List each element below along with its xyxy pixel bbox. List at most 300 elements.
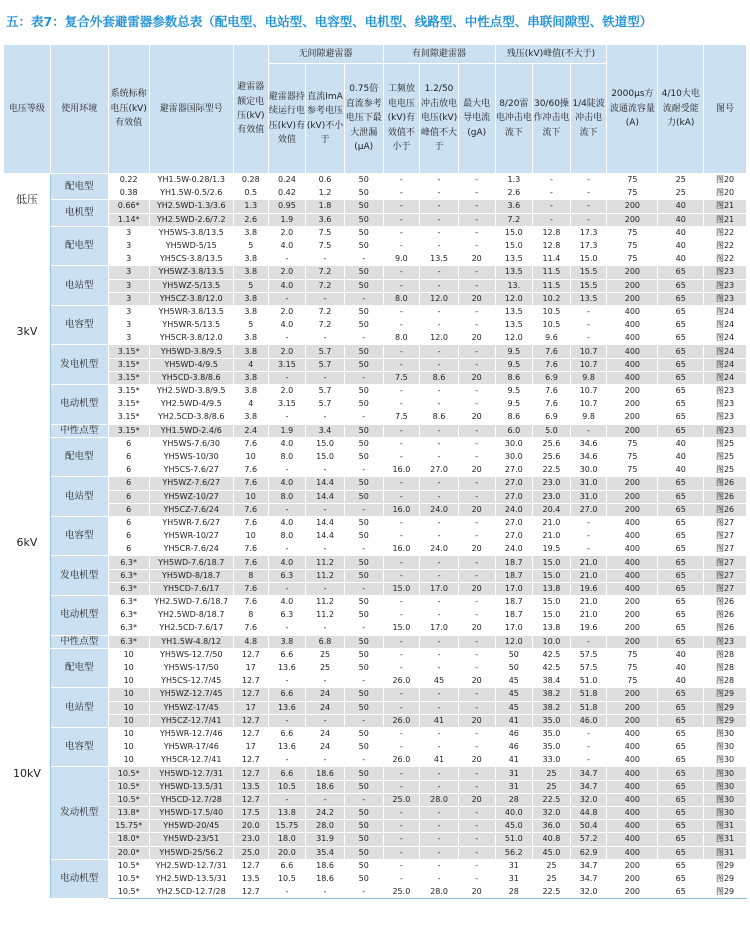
data-cell: 12.7 <box>233 688 268 701</box>
data-cell: 图26 <box>704 596 747 609</box>
data-cell: YH5WD-25/56.2 <box>149 846 233 859</box>
data-cell: 27.0 <box>495 516 533 529</box>
data-cell: 22.5 <box>533 886 571 899</box>
data-cell: 65 <box>658 820 704 833</box>
data-cell: - <box>306 714 345 727</box>
environment-cell: 电站型 <box>50 688 108 728</box>
data-cell: 65 <box>658 345 704 358</box>
data-cell: - <box>268 371 306 384</box>
table-row <box>4 688 747 701</box>
data-cell: 15.0 <box>306 450 345 463</box>
data-cell: 17.3 <box>570 239 607 252</box>
data-cell: 12.7 <box>233 648 268 661</box>
data-cell: 10 <box>233 490 268 503</box>
data-cell: 40 <box>658 450 704 463</box>
data-cell: 图22 <box>704 253 747 266</box>
data-cell: 400 <box>607 754 658 767</box>
data-cell: - <box>268 332 306 345</box>
data-cell: 200 <box>607 622 658 635</box>
data-cell: - <box>458 846 495 859</box>
data-cell: - <box>420 358 459 371</box>
data-cell: 36.0 <box>533 820 571 833</box>
data-cell: 1.14* <box>108 213 149 226</box>
data-cell: 65 <box>658 714 704 727</box>
data-cell: YH5WR-3.8/13.5 <box>149 305 233 318</box>
data-cell: 45 <box>495 701 533 714</box>
data-cell: 50 <box>344 213 383 226</box>
data-cell: 图20 <box>704 174 747 187</box>
data-cell: 8.0 <box>268 490 306 503</box>
data-cell: 400 <box>607 358 658 371</box>
table-row <box>4 450 747 463</box>
data-cell: 1.3 <box>495 174 533 187</box>
data-cell: 3.15* <box>108 358 149 371</box>
data-cell: 11.2 <box>306 556 345 569</box>
environment-cell: 发电机型 <box>50 345 108 385</box>
data-cell: 7.6 <box>233 464 268 477</box>
data-cell: 31 <box>495 859 533 872</box>
data-cell: 13. <box>495 279 533 292</box>
data-cell: 28.0 <box>420 793 459 806</box>
data-cell: 10 <box>108 661 149 674</box>
data-cell: 图24 <box>704 305 747 318</box>
data-cell: - <box>383 556 420 569</box>
environment-cell: 电容型 <box>50 727 108 767</box>
data-cell: - <box>306 464 345 477</box>
data-cell: 14.4 <box>306 516 345 529</box>
data-cell: - <box>420 490 459 503</box>
data-cell: 3 <box>108 319 149 332</box>
data-cell: 20 <box>458 714 495 727</box>
data-cell: 400 <box>607 793 658 806</box>
data-cell: - <box>268 292 306 305</box>
data-cell: 35.0 <box>533 727 571 740</box>
data-cell: 65 <box>658 754 704 767</box>
data-cell: 图29 <box>704 886 747 899</box>
data-cell: 7.6 <box>233 503 268 516</box>
data-cell: 50 <box>344 569 383 582</box>
data-cell: - <box>306 543 345 556</box>
data-cell: 图30 <box>704 727 747 740</box>
data-cell: 3.6 <box>495 200 533 213</box>
data-cell: - <box>383 279 420 292</box>
data-cell: YH5WD-3.8/9.5 <box>149 345 233 358</box>
data-cell: 10 <box>108 648 149 661</box>
data-cell: 50 <box>344 872 383 885</box>
data-cell: 45 <box>420 675 459 688</box>
data-cell: 6 <box>108 530 149 543</box>
data-cell: 400 <box>607 727 658 740</box>
data-cell: - <box>383 319 420 332</box>
data-cell: 6.6 <box>268 859 306 872</box>
data-cell: 41 <box>420 754 459 767</box>
data-cell: 10 <box>108 727 149 740</box>
data-cell: 28.0 <box>420 886 459 899</box>
data-cell: 图24 <box>704 345 747 358</box>
data-cell: 40 <box>658 226 704 239</box>
data-cell: YH2.5WD-2.6/7.2 <box>149 213 233 226</box>
data-cell: - <box>344 543 383 556</box>
data-cell: 6.6 <box>268 688 306 701</box>
data-cell: YH5CZ-12.7/41 <box>149 714 233 727</box>
data-cell: 18.6 <box>306 872 345 885</box>
table-row <box>4 833 747 846</box>
data-cell: 28 <box>495 793 533 806</box>
data-cell: 4.0 <box>268 516 306 529</box>
data-cell: - <box>344 411 383 424</box>
data-cell: 15.0 <box>306 437 345 450</box>
data-cell: - <box>383 648 420 661</box>
data-cell: - <box>458 345 495 358</box>
data-cell: - <box>383 266 420 279</box>
data-cell: - <box>458 596 495 609</box>
data-cell: - <box>383 741 420 754</box>
data-cell: 400 <box>607 332 658 345</box>
data-cell: - <box>420 530 459 543</box>
data-cell: 65 <box>658 279 704 292</box>
data-cell: 6.9 <box>533 411 571 424</box>
data-cell: YH5WS-7.6/30 <box>149 437 233 450</box>
data-cell: 200 <box>607 872 658 885</box>
data-cell: 25.0 <box>383 886 420 899</box>
table-row <box>4 305 747 318</box>
data-cell: 40.0 <box>495 807 533 820</box>
data-cell: 65 <box>658 793 704 806</box>
data-cell: 65 <box>658 727 704 740</box>
data-cell: - <box>533 200 571 213</box>
data-cell: 12.0 <box>420 332 459 345</box>
data-cell: 40 <box>658 253 704 266</box>
data-cell: 3.8 <box>233 266 268 279</box>
data-cell: 200 <box>607 398 658 411</box>
data-cell: 65 <box>658 411 704 424</box>
data-cell: 图30 <box>704 767 747 780</box>
data-cell: 0.22 <box>108 174 149 187</box>
data-cell: - <box>458 727 495 740</box>
data-cell: 65 <box>658 886 704 899</box>
data-cell: 24 <box>306 727 345 740</box>
data-cell: YH5WD-23/51 <box>149 833 233 846</box>
data-cell: 400 <box>607 371 658 384</box>
data-cell: YH5CD-12.7/28 <box>149 793 233 806</box>
data-cell: 图24 <box>704 332 747 345</box>
header-rated-voltage: 避雷器额定电压(kV)有效值 <box>233 45 268 174</box>
header-residual-group: 残压(kV)峰值(不大于) <box>495 45 607 64</box>
data-cell: 32.0 <box>570 886 607 899</box>
data-cell: 4 <box>233 398 268 411</box>
data-cell: 10 <box>233 450 268 463</box>
data-cell: 12.7 <box>233 714 268 727</box>
data-cell: 30.0 <box>495 437 533 450</box>
data-cell: 65 <box>658 477 704 490</box>
data-cell: 50 <box>344 530 383 543</box>
data-cell: 65 <box>658 767 704 780</box>
data-cell: - <box>306 371 345 384</box>
data-cell: - <box>458 450 495 463</box>
data-cell: 400 <box>607 543 658 556</box>
data-cell: 图31 <box>704 820 747 833</box>
data-cell: - <box>306 622 345 635</box>
data-cell: YH2.5WD-7.6/18.7 <box>149 596 233 609</box>
data-cell: 200 <box>607 490 658 503</box>
data-cell: YH5WD-20/45 <box>149 820 233 833</box>
data-cell: - <box>458 635 495 648</box>
data-cell: 24 <box>306 741 345 754</box>
data-cell: 10 <box>233 530 268 543</box>
data-cell: - <box>383 807 420 820</box>
data-cell: - <box>570 213 607 226</box>
data-cell: 8.0 <box>383 292 420 305</box>
data-cell: YH5WZ-12.7/45 <box>149 688 233 701</box>
data-cell: YH5CS-12.7/45 <box>149 675 233 688</box>
data-cell: 20 <box>458 754 495 767</box>
data-cell: - <box>383 780 420 793</box>
data-cell: - <box>344 371 383 384</box>
voltage-class-cell: 低压 <box>4 174 51 227</box>
data-cell: 4.8 <box>233 635 268 648</box>
data-cell: 15.0 <box>533 569 571 582</box>
data-cell: - <box>533 187 571 200</box>
data-cell: 11.4 <box>533 253 571 266</box>
data-cell: 3 <box>108 266 149 279</box>
data-cell: 图24 <box>704 319 747 332</box>
table-row <box>4 886 747 899</box>
data-cell: 18.7 <box>495 569 533 582</box>
data-cell: 13.6 <box>268 741 306 754</box>
data-cell: - <box>420 820 459 833</box>
data-cell: 2.0 <box>268 385 306 398</box>
voltage-class-cell: 10kV <box>4 648 51 899</box>
data-cell: 2.6 <box>233 213 268 226</box>
data-cell: 3.8 <box>268 635 306 648</box>
data-cell: 23.0 <box>533 490 571 503</box>
data-cell: 15.5 <box>570 279 607 292</box>
data-cell: 4.0 <box>268 279 306 292</box>
data-cell: 20 <box>458 411 495 424</box>
data-cell: 50 <box>344 319 383 332</box>
data-cell: 15.75 <box>268 820 306 833</box>
data-cell: 31.0 <box>570 477 607 490</box>
data-cell: 11.2 <box>306 609 345 622</box>
data-cell: 6.3 <box>268 609 306 622</box>
data-cell: 图23 <box>704 292 747 305</box>
data-cell: - <box>420 200 459 213</box>
data-cell: - <box>383 661 420 674</box>
data-cell: - <box>420 187 459 200</box>
data-cell: 46 <box>495 741 533 754</box>
data-cell: 12.7 <box>233 859 268 872</box>
data-cell: 图23 <box>704 411 747 424</box>
data-cell: 51.8 <box>570 688 607 701</box>
data-cell: 图31 <box>704 846 747 859</box>
data-cell: - <box>420 807 459 820</box>
data-cell: 3.8 <box>233 345 268 358</box>
data-cell: 4.0 <box>268 596 306 609</box>
data-cell: YH5WD-13.5/31 <box>149 780 233 793</box>
data-cell: 50 <box>344 345 383 358</box>
data-cell: - <box>344 714 383 727</box>
data-cell: 200 <box>607 859 658 872</box>
data-cell: 200 <box>607 596 658 609</box>
data-cell: 9.5 <box>495 358 533 371</box>
data-cell: 12.0 <box>495 635 533 648</box>
voltage-class-cell: 6kV <box>4 437 51 648</box>
data-cell: - <box>420 213 459 226</box>
data-cell: 5.7 <box>306 385 345 398</box>
data-cell: 16.0 <box>383 503 420 516</box>
data-cell: - <box>268 714 306 727</box>
data-cell: - <box>268 411 306 424</box>
data-cell: 41 <box>420 714 459 727</box>
table-row <box>4 411 747 424</box>
table-row <box>4 859 747 872</box>
data-cell: - <box>383 767 420 780</box>
data-cell: 200 <box>607 385 658 398</box>
table-row <box>4 253 747 266</box>
data-cell: - <box>383 200 420 213</box>
data-cell: 图24 <box>704 371 747 384</box>
data-cell: 14.4 <box>306 490 345 503</box>
data-cell: - <box>458 319 495 332</box>
environment-cell: 中性点型 <box>50 424 108 437</box>
data-cell: - <box>420 516 459 529</box>
data-cell: 15.0 <box>533 596 571 609</box>
data-cell: 6.3* <box>108 569 149 582</box>
data-cell: 20 <box>458 543 495 556</box>
data-cell: - <box>420 596 459 609</box>
data-cell: 400 <box>607 582 658 595</box>
data-cell: - <box>420 305 459 318</box>
data-cell: 200 <box>607 200 658 213</box>
data-cell: - <box>458 741 495 754</box>
table-row <box>4 398 747 411</box>
data-cell: - <box>458 530 495 543</box>
data-cell: 200 <box>607 213 658 226</box>
data-cell: 7.6 <box>533 385 571 398</box>
data-cell: - <box>458 174 495 187</box>
data-cell: 6.3* <box>108 622 149 635</box>
data-cell: 25 <box>306 661 345 674</box>
data-cell: - <box>458 305 495 318</box>
data-cell: 3.8 <box>233 226 268 239</box>
header-pf-spark: 工频放电电压(kV)有效值不小于 <box>383 64 420 174</box>
data-cell: 4.0 <box>268 477 306 490</box>
data-cell: 15.0 <box>495 239 533 252</box>
table-row <box>4 767 747 780</box>
data-cell: YH5CR-3.8/12.0 <box>149 332 233 345</box>
data-cell: 400 <box>607 305 658 318</box>
data-cell: 50 <box>344 490 383 503</box>
data-cell: - <box>306 675 345 688</box>
data-cell: 5 <box>233 279 268 292</box>
data-cell: 40.8 <box>533 833 571 846</box>
data-cell: 3.15 <box>268 358 306 371</box>
data-cell: 0.28 <box>233 174 268 187</box>
data-cell: 6 <box>108 450 149 463</box>
data-cell: 10.7 <box>570 358 607 371</box>
data-cell: 图23 <box>704 266 747 279</box>
data-cell: 25.0 <box>383 793 420 806</box>
data-cell: 13.5 <box>420 253 459 266</box>
header-environment: 使用环境 <box>50 45 108 174</box>
data-cell: - <box>268 675 306 688</box>
data-cell: 10 <box>108 688 149 701</box>
data-cell: 12.7 <box>233 886 268 899</box>
data-cell: 图30 <box>704 807 747 820</box>
table-row <box>4 622 747 635</box>
data-cell: YH2.5WD-8/18.7 <box>149 609 233 622</box>
data-cell: YH5CZ-3.8/12.0 <box>149 292 233 305</box>
data-cell: YH5WD-12.7/31 <box>149 767 233 780</box>
table-row <box>4 477 747 490</box>
data-cell: 50 <box>344 807 383 820</box>
data-cell: 15.0 <box>383 582 420 595</box>
data-cell: 0.66* <box>108 200 149 213</box>
data-cell: 34.6 <box>570 437 607 450</box>
data-cell: 400 <box>607 556 658 569</box>
data-cell: 200 <box>607 635 658 648</box>
table-row <box>4 464 747 477</box>
data-cell: 65 <box>658 371 704 384</box>
data-cell: 6.0 <box>495 424 533 437</box>
data-cell: 35.0 <box>533 714 571 727</box>
data-cell: 20 <box>458 675 495 688</box>
data-cell: 65 <box>658 846 704 859</box>
data-cell: 26.0 <box>383 754 420 767</box>
table-row <box>4 543 747 556</box>
data-cell: - <box>268 622 306 635</box>
data-cell: 3 <box>108 279 149 292</box>
table-row <box>4 635 747 648</box>
data-cell: YH5CR-7.6/24 <box>149 543 233 556</box>
data-cell: 13.8 <box>533 622 571 635</box>
data-cell: - <box>570 319 607 332</box>
data-cell: - <box>458 833 495 846</box>
data-cell: - <box>570 174 607 187</box>
data-cell: - <box>420 385 459 398</box>
data-cell: 32.0 <box>570 793 607 806</box>
data-cell: 50 <box>344 741 383 754</box>
data-cell: 65 <box>658 701 704 714</box>
data-cell: - <box>306 793 345 806</box>
data-cell: YH2.5CD-7.6/17 <box>149 622 233 635</box>
data-cell: YH5WR-5/13.5 <box>149 319 233 332</box>
data-cell: 400 <box>607 345 658 358</box>
data-cell: - <box>420 741 459 754</box>
data-cell: - <box>570 754 607 767</box>
data-cell: 21.0 <box>570 569 607 582</box>
data-cell: 7.5 <box>306 226 345 239</box>
data-cell: 图25 <box>704 450 747 463</box>
table-row <box>4 648 747 661</box>
data-cell: 6 <box>108 503 149 516</box>
data-cell: 1.9 <box>268 424 306 437</box>
data-cell: 31.9 <box>306 833 345 846</box>
data-cell: 13.5 <box>495 319 533 332</box>
data-cell: 200 <box>607 292 658 305</box>
data-cell: 12.7 <box>233 754 268 767</box>
environment-cell: 电站型 <box>50 477 108 517</box>
data-cell: 20 <box>458 332 495 345</box>
data-cell: 图27 <box>704 556 747 569</box>
data-cell: 62.9 <box>570 846 607 859</box>
data-cell: 50 <box>344 833 383 846</box>
data-cell: - <box>383 226 420 239</box>
data-cell: 51.0 <box>495 833 533 846</box>
data-cell: 400 <box>607 846 658 859</box>
data-cell: 6.3* <box>108 556 149 569</box>
data-cell: - <box>570 741 607 754</box>
